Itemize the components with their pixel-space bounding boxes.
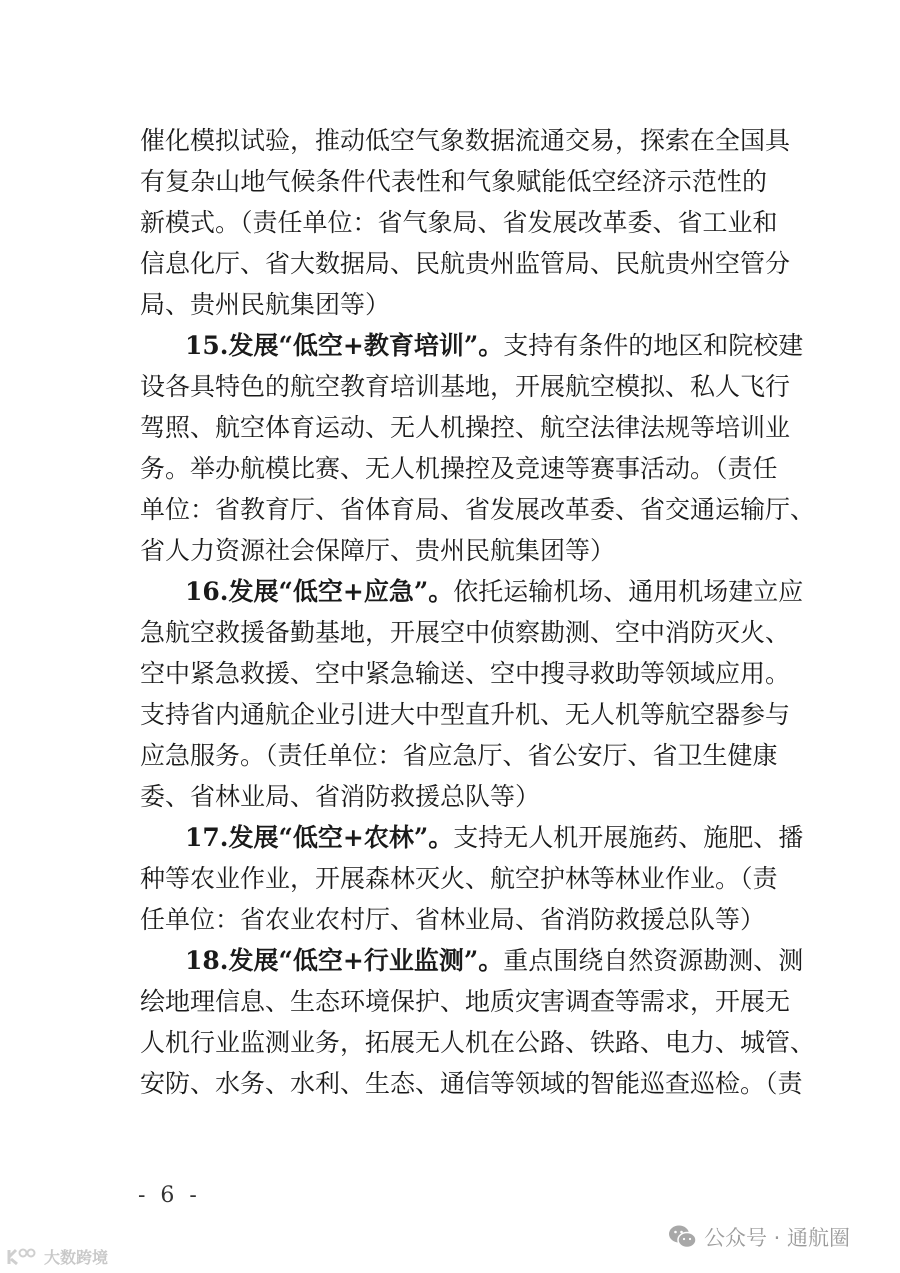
item-title: 17.发展“低空+农林”。 [185,823,454,852]
paragraph-heading-line [140,817,804,858]
wechat-icon [668,1224,698,1250]
text-line [140,981,791,1022]
line-text: 绘地理信息、生态环境保护、地质灾害调查等需求，开展无 [140,987,791,1016]
line-text: 任单位：省农业农村厅、省林业局、省消防救援总队等） [140,905,766,934]
item-title: 16.发展“低空+应急”。 [185,577,454,606]
paragraph-heading-line [140,325,804,366]
line-text: 重点围绕自然资源勘测、测 [503,946,804,975]
brand-logo-icon [6,1247,40,1267]
text-line [140,243,791,284]
line-text: 应急服务。（责任单位：省应急厅、省公安厅、省卫生健康 [140,741,778,770]
line-text: 空中紧急救援、空中紧急输送、空中搜寻救助等领域应用。 [140,659,791,688]
text-line [140,653,791,694]
line-text: 信息化厅、省大数据局、民航贵州监管局、民航贵州空管分 [140,249,791,278]
text-line [140,407,791,448]
text-line [140,694,791,735]
line-text: 支持有条件的地区和院校建 [503,331,804,360]
text-line [140,1063,803,1104]
text-line [140,612,791,653]
brand-watermark [6,1245,108,1268]
brand-name: 大数跨境 [44,1248,109,1267]
text-line [140,858,778,899]
line-text: 驾照、航空体育运动、无人机操控、航空法律法规等培训业 [140,413,791,442]
line-text: 催化模拟试验，推动低空气象数据流通交易，探索在全国具 [140,126,791,155]
text-line [140,530,767,571]
line-text: 依托运输机场、通用机场建立应 [453,577,804,606]
text-line [140,161,767,202]
line-text: 新模式。（责任单位：省气象局、省发展改革委、省工业和 [140,208,778,237]
line-text: 委、省林业局、省消防救援总队等） [140,782,541,811]
wechat-watermark [668,1222,850,1252]
line-text: 局、贵州民航集团等） [140,290,391,319]
item-title: 18.发展“低空+行业监测”。 [185,946,504,975]
wechat-account-name: 公众号 · 通航圈 [704,1226,851,1250]
line-text: 单位：省教育厅、省体育局、省发展改革委、省交通运输厅、 [140,495,816,524]
text-line [140,776,767,817]
line-text: 支持无人机开展施药、施肥、播 [453,823,804,852]
line-text: 急航空救援备勤基地，开展空中侦察勘测、空中消防灭火、 [140,618,791,647]
document-body [140,120,816,1104]
text-line [140,899,767,940]
item-title: 15.发展“低空+教育培训”。 [185,331,504,360]
line-text: 省人力资源社会保障厅、贵州民航集团等） [140,536,616,565]
text-line [140,448,778,489]
text-line [140,1022,816,1063]
page-number: - 6 - [138,1183,201,1208]
text-line [140,366,791,407]
text-line [140,202,778,243]
line-text: 安防、水务、水利、生态、通信等领域的智能巡查巡检。（责 [140,1069,803,1098]
paragraph-heading-line [140,571,804,612]
text-line [140,120,791,161]
text-line [140,735,778,776]
line-text: 支持省内通航企业引进大中型直升机、无人机等航空器参与 [140,700,791,729]
line-text: 有复杂山地气候条件代表性和气象赋能低空经济示范性的 [140,167,767,196]
text-line [140,284,767,325]
line-text: 设各具特色的航空教育培训基地，开展航空模拟、私人飞行 [140,372,791,401]
paragraph-heading-line [140,940,804,981]
line-text: 务。举办航模比赛、无人机操控及竞速等赛事活动。（责任 [140,454,778,483]
text-line [140,489,816,530]
line-text: 种等农业作业，开展森林灭火、航空护林等林业作业。（责 [140,864,778,893]
line-text: 人机行业监测业务，拓展无人机在公路、铁路、电力、城管、 [140,1028,816,1057]
